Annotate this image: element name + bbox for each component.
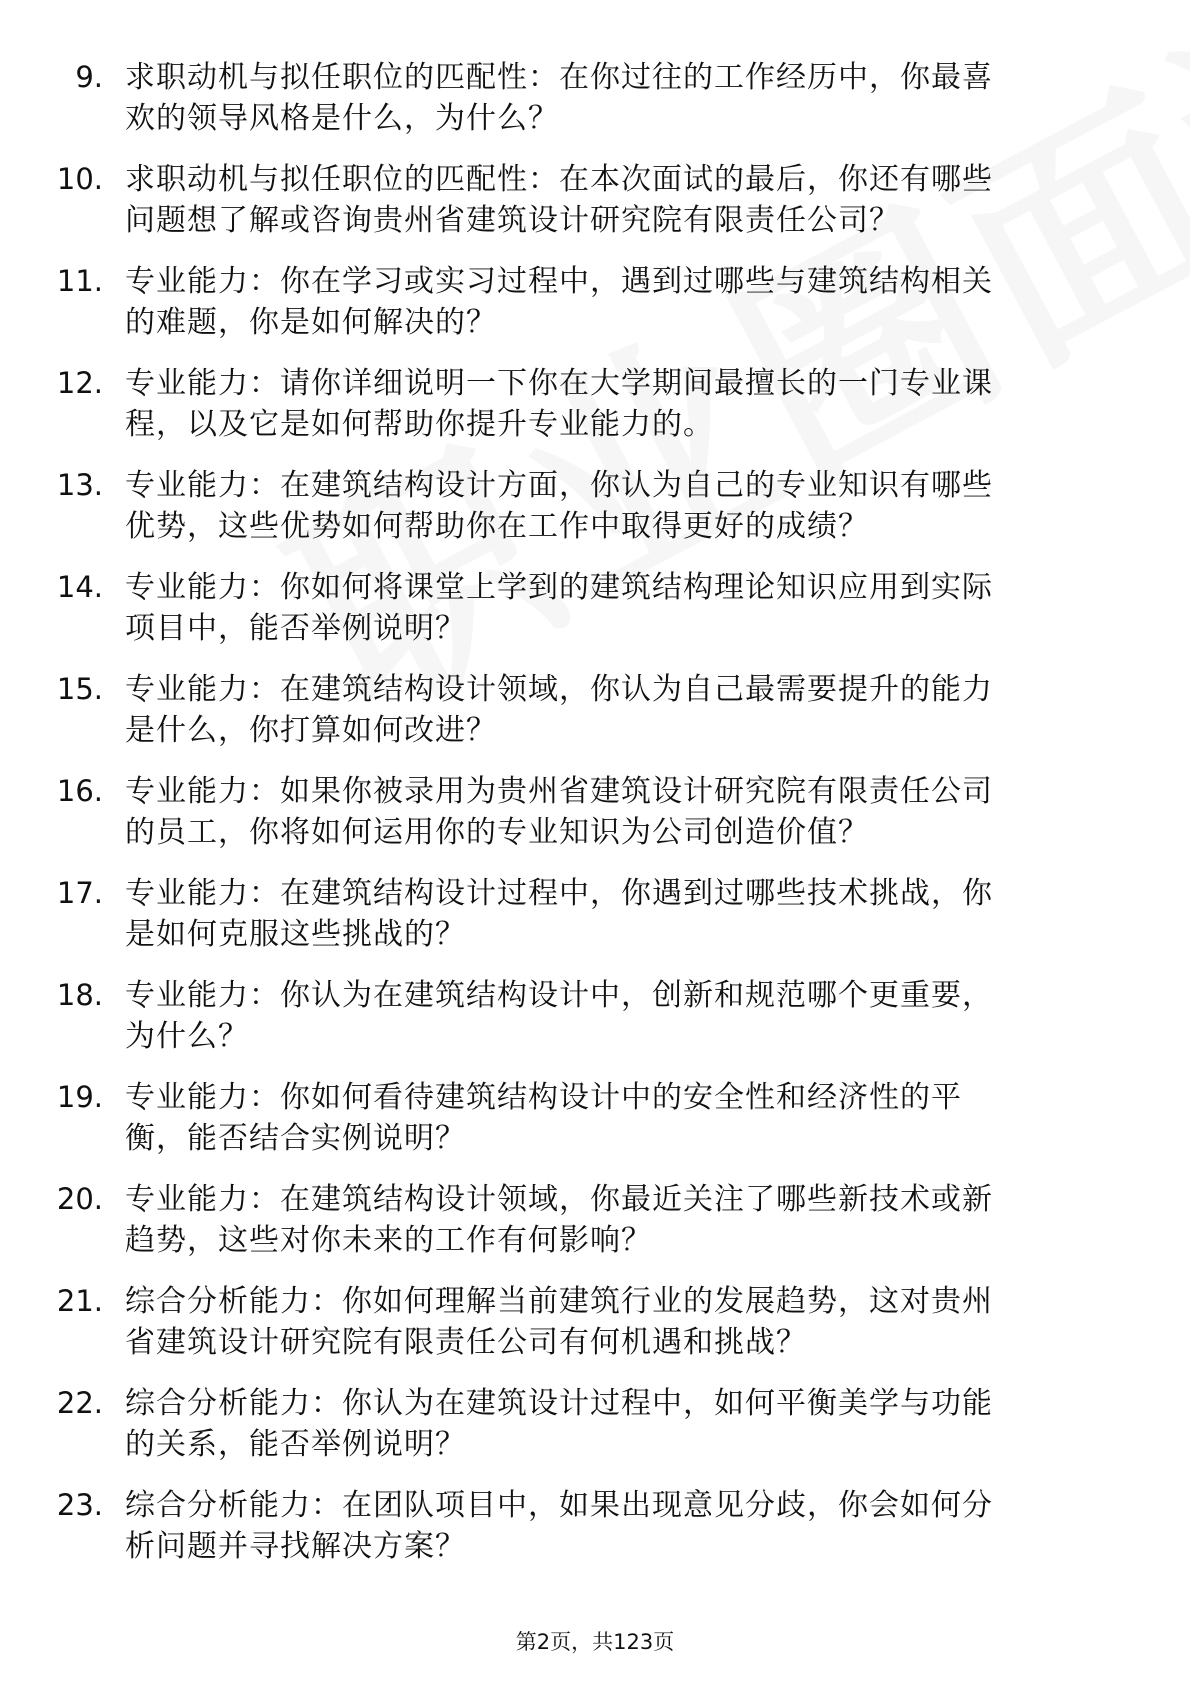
- question-line: 趋势，这些对你未来的工作有何影响？: [125, 1223, 652, 1258]
- question-item: [0, 1485, 1190, 1587]
- question-line: 综合分析能力：在团队项目中，如果出现意见分歧，你会如何分: [125, 1488, 993, 1523]
- question-text: [125, 261, 1125, 343]
- question-line: 专业能力：你认为在建筑结构设计中，创新和规范哪个更重要，: [125, 978, 993, 1013]
- question-line: 专业能力：你在学习或实习过程中，遇到过哪些与建筑结构相关: [125, 264, 993, 299]
- question-number: 9.: [75, 60, 103, 94]
- question-text: [125, 873, 1125, 955]
- question-item: [0, 873, 1190, 975]
- question-item: [0, 57, 1190, 159]
- question-number: 12.: [56, 366, 103, 400]
- question-text: [125, 465, 1125, 547]
- question-item: [0, 1281, 1190, 1383]
- question-item: [0, 1383, 1190, 1485]
- question-number: 19.: [56, 1080, 103, 1114]
- question-line: 综合分析能力：你如何理解当前建筑行业的发展趋势，这对贵州: [125, 1284, 993, 1319]
- question-item: [0, 465, 1190, 567]
- question-line: 优势，这些优势如何帮助你在工作中取得更好的成绩？: [125, 509, 869, 544]
- question-number: 14.: [56, 570, 103, 604]
- question-text: [125, 1077, 1125, 1159]
- question-text: [125, 1485, 1125, 1567]
- question-line: 是如何克服这些挑战的？: [125, 917, 466, 952]
- question-text: [125, 567, 1125, 649]
- question-text: [125, 159, 1125, 241]
- question-item: [0, 771, 1190, 873]
- question-line: 的员工，你将如何运用你的专业知识为公司创造价值？: [125, 815, 869, 850]
- question-text: [125, 771, 1125, 853]
- question-line: 程，以及它是如何帮助你提升专业能力的。: [125, 407, 714, 442]
- question-item: [0, 261, 1190, 363]
- question-text: [125, 669, 1125, 751]
- question-number: 22.: [56, 1386, 103, 1420]
- question-text: [125, 1281, 1125, 1363]
- question-item: [0, 159, 1190, 261]
- question-text: [125, 1179, 1125, 1261]
- question-item: [0, 363, 1190, 465]
- question-line: 专业能力：在建筑结构设计领域，你认为自己最需要提升的能力: [125, 672, 993, 707]
- question-line: 专业能力：你如何看待建筑结构设计中的安全性和经济性的平: [125, 1080, 962, 1115]
- question-line: 专业能力：你如何将课堂上学到的建筑结构理论知识应用到实际: [125, 570, 993, 605]
- question-list: [0, 57, 1190, 1587]
- question-item: [0, 975, 1190, 1077]
- question-number: 13.: [56, 468, 103, 502]
- question-line: 省建筑设计研究院有限责任公司有何机遇和挑战？: [125, 1325, 807, 1360]
- question-text: [125, 1383, 1125, 1465]
- question-line: 为什么？: [125, 1019, 249, 1054]
- question-line: 专业能力：在建筑结构设计过程中，你遇到过哪些技术挑战，你: [125, 876, 993, 911]
- question-line: 析问题并寻找解决方案？: [125, 1529, 466, 1564]
- question-line: 专业能力：如果你被录用为贵州省建筑设计研究院有限责任公司: [125, 774, 993, 809]
- question-line: 的难题，你是如何解决的？: [125, 305, 497, 340]
- question-number: 18.: [56, 978, 103, 1012]
- question-line: 专业能力：在建筑结构设计方面，你认为自己的专业知识有哪些: [125, 468, 993, 503]
- question-number: 16.: [56, 774, 103, 808]
- question-number: 23.: [56, 1488, 103, 1522]
- question-line: 专业能力：请你详细说明一下你在大学期间最擅长的一门专业课: [125, 366, 993, 401]
- question-text: [125, 57, 1125, 139]
- question-number: 21.: [56, 1284, 103, 1318]
- question-line: 欢的领导风格是什么，为什么？: [125, 101, 559, 136]
- question-item: [0, 1179, 1190, 1281]
- question-number: 11.: [56, 264, 103, 298]
- question-item: [0, 567, 1190, 669]
- question-item: [0, 1077, 1190, 1179]
- question-number: 15.: [56, 672, 103, 706]
- question-text: [125, 975, 1125, 1057]
- question-line: 综合分析能力：你认为在建筑设计过程中，如何平衡美学与功能: [125, 1386, 993, 1421]
- question-item: [0, 669, 1190, 771]
- question-line: 求职动机与拟任职位的匹配性：在你过往的工作经历中，你最喜: [125, 60, 993, 95]
- question-line: 求职动机与拟任职位的匹配性：在本次面试的最后，你还有哪些: [125, 162, 993, 197]
- question-line: 是什么，你打算如何改进？: [125, 713, 497, 748]
- question-line: 衡，能否结合实例说明？: [125, 1121, 466, 1156]
- question-number: 10.: [56, 162, 103, 196]
- question-text: [125, 363, 1125, 445]
- question-line: 问题想了解或咨询贵州省建筑设计研究院有限责任公司？: [125, 203, 900, 238]
- question-number: 17.: [56, 876, 103, 910]
- question-number: 20.: [56, 1182, 103, 1216]
- question-line: 的关系，能否举例说明？: [125, 1427, 466, 1462]
- question-line: 项目中，能否举例说明？: [125, 611, 466, 646]
- question-line: 专业能力：在建筑结构设计领域，你最近关注了哪些新技术或新: [125, 1182, 993, 1217]
- page-footer: 第2页，共123页: [515, 1630, 675, 1654]
